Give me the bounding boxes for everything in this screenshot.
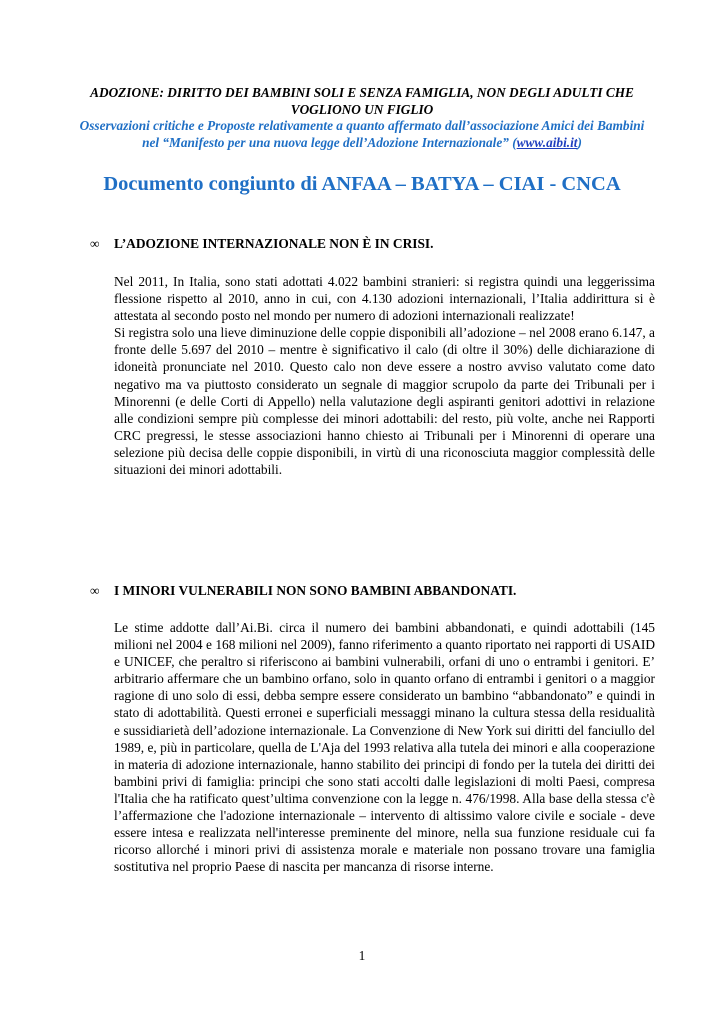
header-subtitle-text: Osservazioni critiche e Proposte relativamente a quanto affermato dall’associazione Amici dei Bambini nel “Manifesto per una nuova legge dell’Adozione Internazionale” ( bbox=[79, 118, 645, 150]
header-subtitle-close: ) bbox=[577, 134, 582, 150]
section-heading-text: I MINORI VULNERABILI NON SONO BAMBINI ABBANDONATI. bbox=[114, 583, 517, 598]
section-heading-text: L’ADOZIONE INTERNAZIONALE NON È IN CRISI. bbox=[114, 236, 434, 251]
header-subtitle bbox=[70, 118, 654, 151]
section-body-1 bbox=[114, 273, 655, 478]
paragraph: Nel 2011, In Italia, sono stati adottati 4.022 bambini stranieri: si registra quindi una leggerissima flessione rispetto al 2010, anno in cui, con 4.130 adozioni internazionali, l’Italia addirittura si è attestata al secondo posto nel mondo per numero di adozioni internazionali realizzate! bbox=[114, 274, 655, 324]
header-title: ADOZIONE: DIRITTO DEI BAMBINI SOLI E SENZA FAMIGLIA, NON DEGLI ADULTI CHE VOGLIONO UN FIGLIO bbox=[90, 85, 634, 117]
document-header bbox=[70, 85, 654, 151]
section-heading-1 bbox=[90, 235, 433, 253]
document-title: Documento congiunto di ANFAA – BATYA – CIAI - CNCA bbox=[103, 173, 621, 195]
paragraph: Si registra solo una lieve diminuzione delle coppie disponibili all’adozione – nel 2008 erano 6.147, a fronte delle 5.697 del 2010 – mentre è significativo il calo (di oltre il 30%) delle dichiarazione di idoneità pronunciate nel 2010. Questo calo non deve essere a nostro avviso valutato come dato negativo ma va piuttosto considerato un segnale di maggior scrupolo da parte dei Tribunali per i Minorenni (e delle Corti di Appello) nella valutazione degli aspiranti genitori adottivi in relazione alle condizioni sempre più complesse dei minori adottabili: del resto, più volte, anche nei Rapporti CRC pregressi, le stesse associazioni hanno chiesto ai Tribunali per i Minorenni di operare una selezione più decisa delle coppie disponibili, in virtù di una riconosciuta maggior complessità delle situazioni dei minori adottabili. bbox=[114, 325, 655, 478]
infinity-bullet-icon: ∞ bbox=[90, 583, 100, 598]
infinity-bullet-icon: ∞ bbox=[90, 236, 100, 251]
paragraph: Le stime addotte dall’Ai.Bi. circa il numero dei bambini abbandonati, e quindi adottabili (145 milioni nel 2004 e 168 milioni nel 2009), fanno riferimento a quanto riportato nei rapporti di USAID e UNICEF, che peraltro si riferiscono ai bambini vulnerabili, orfani di uno o entrambi i genitori. E’ arbitrario affermare che un bambino orfano, solo in quanto orfano di entrambi i genitori o a maggior ragione di uno solo di essi, debba sempre essere considerato un bambino “abbandonato” e quindi in stato di adottabilità. Questi erronei e superficiali messaggi minano la cultura stessa della residualità e sussidiarietà dell’adozione internazionale. La Convenzione di New York sui diritti del fanciullo del 1989, e, più in particolare, quella de L'Aja del 1993 relativa alla tutela dei minori e alla cooperazione in materia di adozione internazionale, hanno stabilito dei principi di fondo per la tutela dei diritti dei bambini privi di famiglia: principi che sono stati accolti dalle legislazioni di molti Paesi, compresa l'Italia che ha ratificato quest’ultima convenzione con la legge n. 476/1998. Alla base della stessa c'è l’affermazione che l'adozione internazionale – intervento di altissimo valore civile e sociale - deve essere intesa e realizzata nell'interesse preminente del minore, nella sua funzione residuale cui fa ricorso allorché i minori privi di assistenza morale e materiale non possano trovare una famiglia sostitutiva nel proprio Paese di nascita per mancanza di risorse interne. bbox=[114, 620, 655, 875]
section-heading-2 bbox=[90, 582, 516, 600]
section-body-2 bbox=[114, 619, 655, 875]
aibi-link[interactable]: www.aibi.it bbox=[516, 134, 578, 150]
page-number: 1 bbox=[358, 948, 366, 963]
